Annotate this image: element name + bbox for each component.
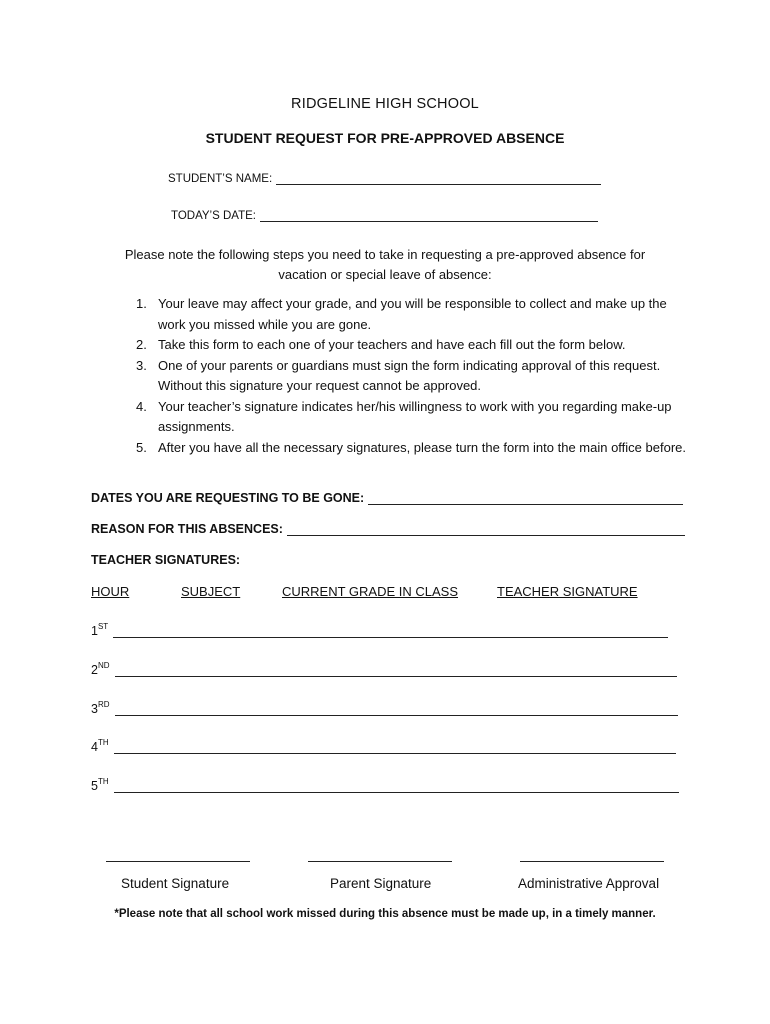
step-text: Your teacher’s signature indicates her/his willingness to work with you regarding make-up assignments. xyxy=(158,398,672,434)
step-text: Your leave may affect your grade, and you will be responsible to collect and make up the work you missed while you are gone. xyxy=(158,296,667,332)
student-signature-line[interactable] xyxy=(106,861,250,862)
step-item xyxy=(130,335,690,356)
column-header-subject: SUBJECT xyxy=(181,584,241,599)
dates-requested-input-line[interactable] xyxy=(368,491,683,505)
hour-ordinal: 1ST xyxy=(91,622,109,638)
todays-date-label: TODAY’S DATE: xyxy=(171,210,256,222)
hour-row-5[interactable] xyxy=(91,777,679,793)
step-number: 2. xyxy=(136,337,147,352)
todays-date-input-line[interactable] xyxy=(260,209,598,222)
hour-ordinal: 4TH xyxy=(91,738,109,754)
step-item xyxy=(130,356,690,397)
todays-date-field[interactable] xyxy=(171,209,598,222)
step-item xyxy=(130,294,690,335)
footnote: *Please note that all school work missed during this absence must be made up, in a timely manner. xyxy=(114,908,656,920)
step-text: Take this form to each one of your teachers and have each fill out the form below. xyxy=(158,337,626,352)
admin-approval-label: Administrative Approval xyxy=(518,876,660,891)
school-name: RIDGELINE HIGH SCHOOL xyxy=(291,96,479,112)
step-text: One of your parents or guardians must sign the form indicating approval of this request. Without this signature your request cannot be approved. xyxy=(158,357,661,393)
step-number: 3. xyxy=(136,357,147,373)
step-item xyxy=(130,397,690,438)
hour-row-2[interactable] xyxy=(91,661,677,677)
step-item xyxy=(130,438,690,459)
instructions-intro: Please note the following steps you need to take in requesting a pre-approved absence for vacation or special leave of absence: xyxy=(124,247,646,282)
student-signature-label: Student Signature xyxy=(121,876,230,891)
admin-approval-line[interactable] xyxy=(520,861,664,862)
column-header-hour: HOUR xyxy=(91,584,130,599)
step-number: 4. xyxy=(136,398,147,414)
hour-row-4[interactable] xyxy=(91,738,676,754)
hour-entry-line[interactable] xyxy=(115,703,678,716)
hour-entry-line[interactable] xyxy=(114,780,679,793)
student-name-field[interactable] xyxy=(168,172,601,185)
hour-ordinal: 5TH xyxy=(91,777,109,793)
absence-reason-input-line[interactable] xyxy=(287,522,685,536)
hour-entry-line[interactable] xyxy=(115,664,677,677)
student-name-label: STUDENT’S NAME: xyxy=(168,173,273,185)
column-header-grade: CURRENT GRADE IN CLASS xyxy=(282,584,459,599)
hour-ordinal: 3RD xyxy=(91,700,110,716)
column-header-teacher-signature: TEACHER SIGNATURE xyxy=(497,584,638,599)
step-number: 1. xyxy=(136,296,147,311)
dates-requested-field[interactable] xyxy=(91,491,683,505)
step-text: After you have all the necessary signatures, please turn the form into the main office before. xyxy=(158,439,686,455)
hour-entry-line[interactable] xyxy=(113,625,668,638)
hour-ordinal: 2ND xyxy=(91,661,110,677)
parent-signature-label: Parent Signature xyxy=(330,876,432,891)
hour-row-3[interactable] xyxy=(91,700,678,716)
hour-entry-line[interactable] xyxy=(114,741,676,754)
step-number: 5. xyxy=(136,439,147,455)
parent-signature-line[interactable] xyxy=(308,861,452,862)
form-title: STUDENT REQUEST FOR PRE-APPROVED ABSENCE xyxy=(205,130,565,146)
dates-requested-label: DATES YOU ARE REQUESTING TO BE GONE: xyxy=(91,491,365,505)
student-name-input-line[interactable] xyxy=(276,172,601,185)
absence-reason-field[interactable] xyxy=(91,522,685,536)
instruction-steps xyxy=(130,294,690,458)
hour-row-1[interactable] xyxy=(91,622,668,638)
absence-reason-label: REASON FOR THIS ABSENCES: xyxy=(91,522,283,536)
teacher-signatures-heading: TEACHER SIGNATURES: xyxy=(91,553,241,567)
